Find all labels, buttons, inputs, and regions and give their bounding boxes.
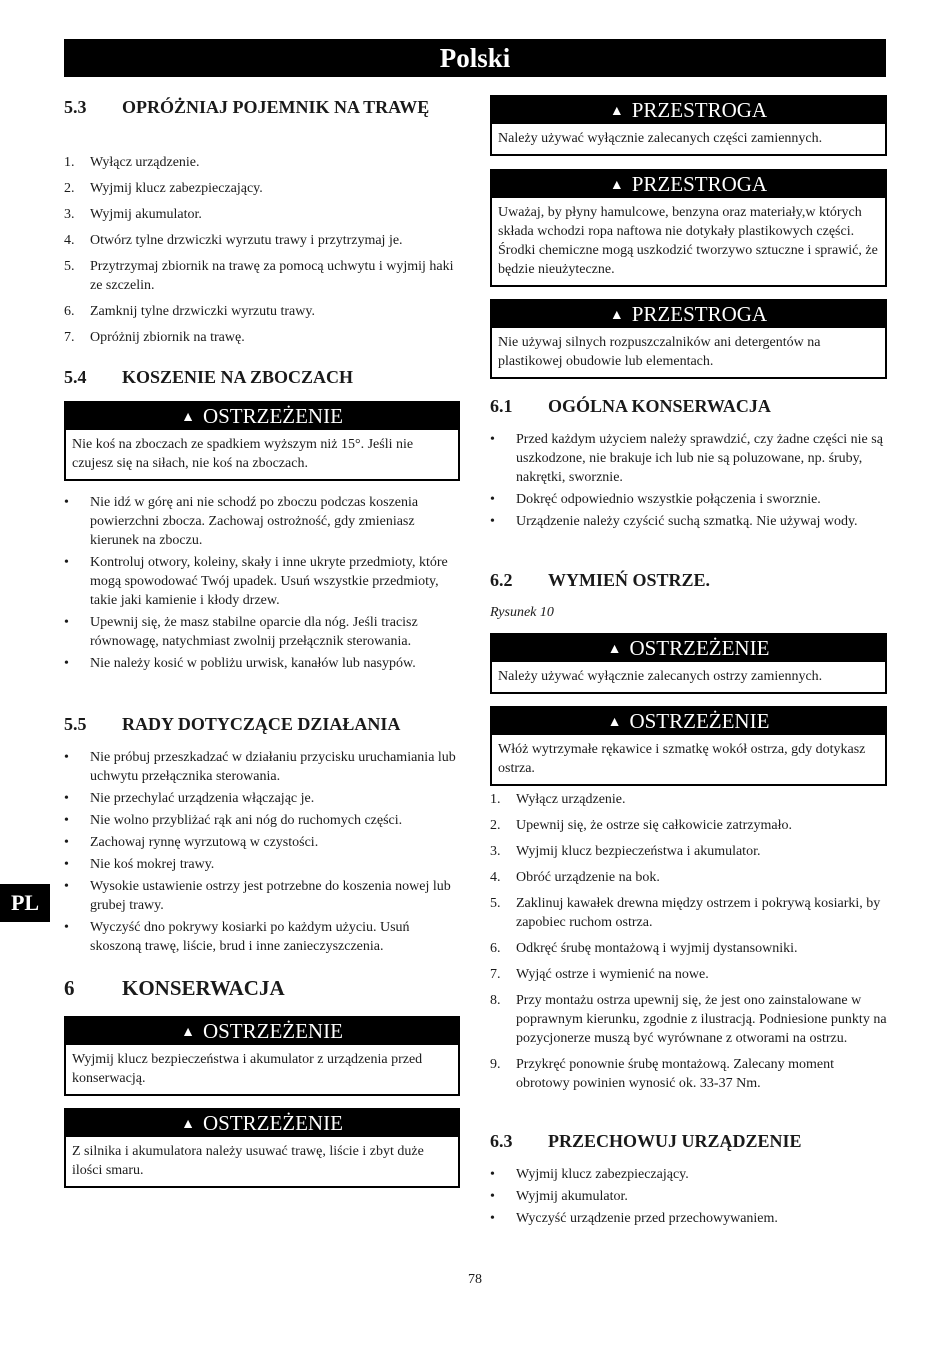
section-5-5-heading bbox=[64, 713, 460, 735]
list-item: 8. Przy montażu ostrza upewnij się, że jest ono zainstalowane w poprawnym kierunku, zgodnie z ilustracją. Podniesione punkty na pozycjonerze muszą być wyrównane z otworami na ostrzu. bbox=[490, 993, 887, 1046]
list-item: • Nie wolno przybliżać rąk ani nóg do ruchomych części. bbox=[64, 813, 403, 828]
warning-triangle-icon: ▲ bbox=[181, 1117, 195, 1132]
warning-text: Wyjmij klucz bezpieczeństwa i akumulator z urządzenia przed konserwacją. bbox=[72, 1052, 423, 1086]
caution-box bbox=[490, 95, 887, 156]
list-item: 3. Wyjmij akumulator. bbox=[64, 207, 202, 222]
list-item: • Wyjmij klucz zabezpieczający. bbox=[490, 1167, 689, 1182]
caution-text: Uważaj, by płyny hamulcowe, benzyna oraz materiały,w których składa wchodzi ropa naftowa nie dotykały plastikowych części. Środki chemiczne mogą uszkodzić tworzywo sztuczne i sprawić, że będzie nieużyteczne. bbox=[498, 205, 878, 277]
list-item: 6. Zamknij tylne drzwiczki wyrzutu trawy. bbox=[64, 304, 315, 319]
section-6-3-heading bbox=[490, 1130, 887, 1152]
list-item: • Wyczyść urządzenie przed przechowywaniem. bbox=[490, 1211, 778, 1226]
caution-header: ▲ PRZESTROGA bbox=[492, 97, 885, 124]
section-6-heading bbox=[64, 977, 460, 999]
list-item: • Nie koś mokrej trawy. bbox=[64, 857, 215, 872]
caution-text: Należy używać wyłącznie zalecanych części zamiennych. bbox=[498, 131, 823, 146]
list-item: • Wyjmij akumulator. bbox=[490, 1189, 628, 1204]
section-number: 6.1 bbox=[490, 396, 513, 416]
warning-text: Nie koś na zboczach ze spadkiem wyższym niż 15°. Jeśli nie czujesz się na siłach, nie koś na zboczach. bbox=[72, 437, 414, 471]
caution-header: ▲ PRZESTROGA bbox=[492, 301, 885, 328]
page-title: Polski bbox=[64, 39, 886, 77]
figure-reference: Rysunek 10 bbox=[490, 605, 554, 620]
list-item: 4. Obróć urządzenie na bok. bbox=[490, 870, 660, 885]
list-item: • Upewnij się, że masz stabilne oparcie dla nóg. Jeśli tracisz równowagę, natychmiast zwolnij przełącznik sterowania. bbox=[64, 615, 418, 649]
section-title: OPRÓŻNIAJ POJEMNIK NA TRAWĘ bbox=[122, 97, 430, 117]
section-5-3-heading bbox=[64, 96, 460, 118]
section-number: 5.4 bbox=[64, 367, 87, 387]
list-item: 6. Odkręć śrubę montażową i wyjmij dystansowniki. bbox=[490, 941, 798, 956]
warning-triangle-icon: ▲ bbox=[181, 410, 195, 425]
warning-text: Należy używać wyłącznie zalecanych ostrzy zamiennych. bbox=[498, 669, 823, 684]
warning-text: Z silnika i akumulatora należy usuwać trawę, liście i zbyt duże ilości smaru. bbox=[72, 1144, 424, 1178]
warning-box bbox=[64, 401, 460, 481]
list-item: • Dokręć odpowiednio wszystkie połączenia i sworznie. bbox=[490, 492, 821, 507]
list-item: 3. Wyjmij klucz bezpieczeństwa i akumulator. bbox=[490, 844, 761, 859]
warning-triangle-icon: ▲ bbox=[609, 308, 624, 323]
list-item: 5. Przytrzymaj zbiornik na trawę za pomocą uchwytu i wyjmij haki ze szczelin. bbox=[64, 259, 454, 293]
warning-box bbox=[64, 1016, 460, 1096]
section-number: 6.3 bbox=[490, 1131, 513, 1151]
warning-triangle-icon: ▲ bbox=[607, 715, 622, 730]
section-number: 6 bbox=[64, 976, 75, 1000]
section-title: KONSERWACJA bbox=[122, 976, 285, 1000]
warning-text: Włóż wytrzymałe rękawice i szmatkę wokół ostrza, gdy dotykasz ostrza. bbox=[498, 742, 866, 776]
section-title: PRZECHOWUJ URZĄDZENIE bbox=[548, 1131, 802, 1151]
section-number: 6.2 bbox=[490, 570, 513, 590]
section-title: WYMIEŃ OSTRZE. bbox=[548, 570, 711, 590]
warning-box bbox=[490, 633, 887, 694]
warning-triangle-icon: ▲ bbox=[181, 1025, 195, 1040]
language-tab: PL bbox=[0, 884, 50, 922]
section-number: 5.5 bbox=[64, 714, 87, 734]
section-title: KOSZENIE NA ZBOCZACH bbox=[122, 367, 354, 387]
warning-header: ▲ OSTRZEŻENIE bbox=[492, 635, 885, 662]
bullet-list bbox=[64, 493, 460, 673]
section-5-4-heading bbox=[64, 366, 460, 388]
list-item: • Zachowaj rynnę wyrzutową w czystości. bbox=[64, 835, 319, 850]
list-item: 1. Wyłącz urządzenie. bbox=[64, 155, 200, 170]
list-item: • Nie należy kosić w pobliżu urwisk, kanałów lub nasypów. bbox=[64, 656, 416, 671]
list-item: • Wyczyść dno pokrywy kosiarki po każdym użyciu. Usuń skoszoną trawę, liście, brud i inne zanieczyszczenia. bbox=[64, 920, 410, 954]
numbered-list bbox=[490, 790, 887, 1093]
warning-triangle-icon: ▲ bbox=[609, 104, 624, 119]
section-6-2-heading bbox=[490, 569, 887, 591]
list-item: 5. Zaklinuj kawałek drewna między ostrzem i pokrywą kosiarki, by zapobiec ruchom ostrza. bbox=[490, 896, 881, 930]
section-title: OGÓLNA KONSERWACJA bbox=[548, 396, 771, 416]
warning-triangle-icon: ▲ bbox=[609, 178, 624, 193]
section-number: 5.3 bbox=[64, 97, 87, 117]
list-item: 7. Wyjąć ostrze i wymienić na nowe. bbox=[490, 967, 709, 982]
warning-header: ▲ OSTRZEŻENIE bbox=[66, 403, 458, 430]
section-title: RADY DOTYCZĄCE DZIAŁANIA bbox=[122, 714, 401, 734]
bullet-list bbox=[490, 430, 887, 531]
bullet-list bbox=[64, 748, 460, 956]
caution-text: Nie używaj silnych rozpuszczalników ani detergentów na plastikowej obudowie lub elementach. bbox=[498, 335, 821, 369]
list-item: • Kontroluj otwory, koleiny, skały i inne ukryte przedmioty, które mogą spowodować Twój upadek. Usuń wszystkie przedmioty, takie jaki kamienie i kłody drzew. bbox=[64, 555, 448, 608]
list-item: • Nie idź w górę ani nie schodź po zboczu podczas koszenia powierzchni zbocza. Zachowaj ostrożność, gdy zmieniasz kierunek na zboczu. bbox=[64, 495, 419, 548]
list-item: 4. Otwórz tylne drzwiczki wyrzutu trawy i przytrzymaj je. bbox=[64, 233, 403, 248]
caution-box bbox=[490, 299, 887, 379]
warning-box bbox=[490, 706, 887, 786]
caution-header: ▲ PRZESTROGA bbox=[492, 171, 885, 198]
list-item: 7. Opróżnij zbiornik na trawę. bbox=[64, 330, 245, 345]
list-item: 2. Wyjmij klucz zabezpieczający. bbox=[64, 181, 263, 196]
list-item: • Wysokie ustawienie ostrzy jest potrzebne do koszenia nowej lub grubej trawy. bbox=[64, 879, 451, 913]
numbered-list bbox=[64, 153, 460, 347]
page-number: 78 bbox=[468, 1272, 482, 1287]
warning-triangle-icon: ▲ bbox=[607, 642, 622, 657]
warning-box bbox=[64, 1108, 460, 1188]
section-6-1-heading bbox=[490, 395, 887, 417]
warning-header: ▲ OSTRZEŻENIE bbox=[66, 1110, 458, 1137]
list-item: • Nie próbuj przeszkadzać w działaniu przycisku uruchamiania lub uchwytu przełącznika sterowania. bbox=[64, 750, 456, 784]
bullet-list bbox=[490, 1165, 887, 1228]
warning-header: ▲ OSTRZEŻENIE bbox=[492, 708, 885, 735]
list-item: 9. Przykręć ponownie śrubę montażową. Zalecany moment obrotowy powinien wynosić ok. 33-37 Nm. bbox=[490, 1057, 835, 1091]
caution-box bbox=[490, 169, 887, 287]
list-item: • Przed każdym użyciem należy sprawdzić, czy żadne części nie są uszkodzone, nie brakuje ich lub nie są poluzowane, np. śruby, nakrętki, sworznie. bbox=[490, 432, 883, 485]
list-item: • Nie przechylać urządzenia włączając je. bbox=[64, 791, 315, 806]
list-item: 2. Upewnij się, że ostrze się całkowicie zatrzymało. bbox=[490, 818, 792, 833]
list-item: 1. Wyłącz urządzenie. bbox=[490, 792, 626, 807]
list-item: • Urządzenie należy czyścić suchą szmatką. Nie używaj wody. bbox=[490, 514, 858, 529]
warning-header: ▲ OSTRZEŻENIE bbox=[66, 1018, 458, 1045]
